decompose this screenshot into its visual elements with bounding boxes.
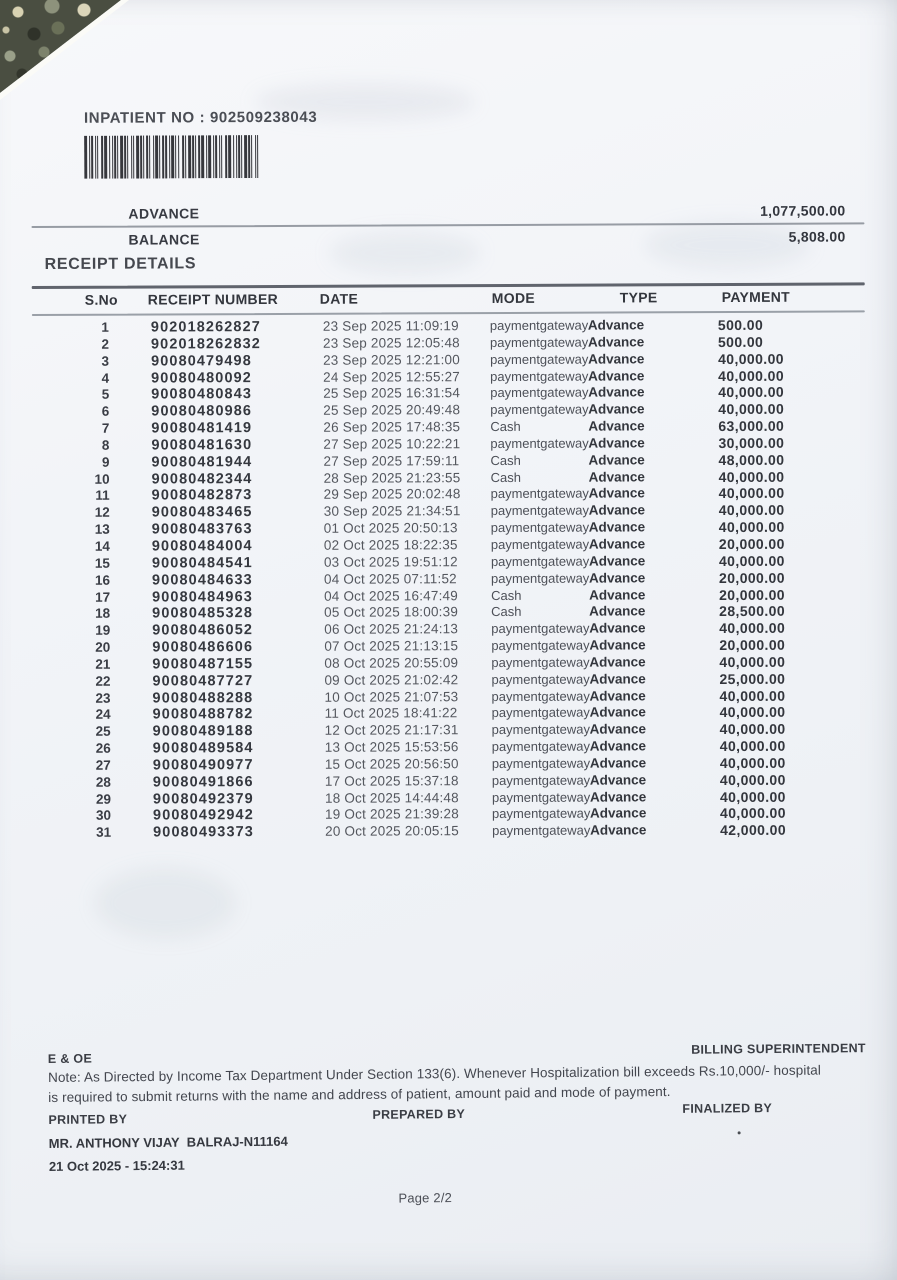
cell-type: Advance: [589, 687, 646, 704]
cell-type: Advance: [588, 384, 645, 400]
cell-date: 23 Sep 2025 11:09:19: [322, 318, 459, 334]
cell-sno: 26: [95, 740, 111, 756]
cell-sno: 22: [95, 673, 111, 689]
cell-type: Advance: [589, 704, 646, 721]
finalized-by-mark: [738, 1131, 741, 1134]
cell-date: 07 Oct 2025 21:13:15: [324, 638, 459, 654]
cell-mode: Cash: [491, 604, 522, 620]
tax-note-line1: Note: As Directed by Income Tax Department Under Section 133(6). Whenever Hospitalization bill exceeds Rs.10,000/- hospital: [47, 1062, 822, 1085]
cell-date: 27 Sep 2025 10:22:21: [323, 436, 461, 452]
cell-type: Advance: [589, 620, 646, 636]
cell-mode: paymentgateway: [490, 368, 589, 384]
cell-payment: 63,000.00: [718, 417, 785, 435]
cell-date: 24 Sep 2025 12:55:27: [323, 368, 461, 385]
cell-type: Advance: [589, 671, 646, 687]
cell-sno: 16: [94, 572, 111, 588]
cell-receipt: 90080479498: [151, 352, 252, 370]
cell-receipt: 90080484004: [151, 538, 253, 555]
cell-receipt: 902018262832: [150, 335, 261, 353]
cell-payment: 40,000.00: [718, 350, 784, 367]
cell-type: Advance: [588, 553, 646, 569]
cell-mode: paymentgateway: [491, 772, 591, 788]
cell-payment: 40,000.00: [718, 485, 785, 502]
cell-mode: paymentgateway: [490, 486, 589, 502]
cell-sno: 2: [101, 336, 110, 352]
cell-payment: 40,000.00: [718, 468, 785, 485]
cell-payment: 40,000.00: [719, 788, 786, 805]
cell-type: Advance: [588, 570, 646, 586]
cell-type: Advance: [589, 738, 647, 754]
cell-receipt: 90080488288: [152, 689, 254, 707]
cell-mode: Cash: [491, 587, 522, 603]
cell-mode: paymentgateway: [490, 435, 589, 451]
finalized-by-label: FINALIZED BY: [682, 1101, 773, 1116]
printed-at-timestamp: 21 Oct 2025 - 15:24:31: [48, 1157, 185, 1174]
balance-value: 5,808.00: [788, 228, 846, 245]
cell-date: 05 Oct 2025 18:00:39: [324, 604, 459, 621]
cell-payment: 40,000.00: [718, 400, 785, 418]
cell-date: 17 Oct 2025 15:37:18: [324, 772, 459, 789]
column-header-sno: S.No: [84, 291, 118, 308]
cell-receipt: 90080489584: [152, 740, 254, 757]
cell-mode: paymentgateway: [491, 755, 591, 771]
cell-receipt: 90080482344: [151, 470, 253, 488]
cell-mode: paymentgateway: [491, 705, 590, 721]
cell-sno: 25: [95, 723, 111, 740]
cell-receipt: 90080490977: [152, 757, 254, 774]
cell-receipt: 90080480092: [151, 369, 252, 387]
cell-sno: 21: [95, 656, 111, 672]
cell-sno: 31: [96, 825, 112, 841]
cell-date: 10 Oct 2025 21:07:53: [324, 688, 459, 705]
cell-date: 23 Sep 2025 12:21:00: [323, 351, 460, 368]
cell-mode: paymentgateway: [490, 384, 589, 401]
cell-sno: 5: [101, 387, 110, 403]
cell-type: Advance: [588, 418, 645, 434]
cell-date: 28 Sep 2025 21:23:55: [323, 469, 461, 486]
cell-payment: 40,000.00: [719, 737, 786, 755]
cell-receipt: 90080489188: [152, 723, 254, 740]
cell-mode: Cash: [490, 452, 521, 468]
column-header-mode: MODE: [491, 289, 536, 307]
cell-date: 15 Oct 2025 20:56:50: [324, 756, 459, 772]
cell-sno: 3: [101, 353, 110, 369]
cell-type: Advance: [589, 637, 646, 653]
cell-payment: 40,000.00: [719, 619, 786, 637]
cell-payment: 30,000.00: [718, 434, 785, 451]
cell-receipt: 90080487727: [152, 672, 254, 690]
cell-mode: paymentgateway: [490, 502, 590, 519]
cell-sno: 6: [101, 403, 110, 419]
cell-receipt: 90080481630: [151, 436, 253, 454]
cell-payment: 500.00: [717, 333, 764, 350]
cell-sno: 8: [101, 437, 110, 453]
cell-receipt: 90080493373: [153, 824, 254, 841]
cell-payment: 40,000.00: [718, 367, 785, 384]
cell-sno: 28: [95, 774, 111, 790]
cell-payment: 20,000.00: [718, 535, 785, 553]
cell-type: Advance: [587, 334, 645, 350]
advance-value: 1,077,500.00: [760, 202, 846, 219]
cell-type: Advance: [589, 805, 647, 822]
cell-date: 20 Oct 2025 20:05:15: [325, 823, 459, 840]
cell-payment: 40,000.00: [719, 805, 786, 822]
cell-type: Advance: [589, 755, 647, 771]
cell-mode: Cash: [490, 418, 521, 435]
cell-receipt: 90080492379: [152, 790, 254, 808]
cell-type: Advance: [589, 603, 646, 619]
cell-sno: 30: [95, 808, 112, 824]
cell-date: 13 Oct 2025 15:53:56: [324, 739, 459, 755]
cell-mode: paymentgateway: [491, 738, 591, 755]
column-header-payment: PAYMENT: [721, 288, 791, 306]
eoe-label: E & OE: [47, 1051, 93, 1066]
cell-mode: paymentgateway: [490, 570, 590, 586]
cell-receipt: 90080482873: [151, 487, 253, 504]
cell-mode: paymentgateway: [491, 806, 591, 822]
cell-mode: paymentgateway: [490, 519, 590, 536]
cell-date: 27 Sep 2025 17:59:11: [323, 452, 460, 469]
cell-type: Advance: [589, 788, 647, 805]
cell-date: 18 Oct 2025 14:44:48: [324, 789, 459, 806]
cell-sno: 13: [94, 521, 110, 537]
cell-payment: 28,500.00: [719, 603, 786, 620]
cell-sno: 1: [101, 319, 109, 335]
billing-superintendent-label: BILLING SUPERINTENDENT: [691, 1041, 866, 1057]
cell-type: Advance: [588, 468, 645, 485]
cell-date: 11 Oct 2025 18:41:22: [324, 705, 458, 722]
cell-date: 12 Oct 2025 21:17:31: [324, 722, 459, 739]
cell-type: Advance: [588, 351, 645, 367]
cell-type: Advance: [588, 435, 645, 451]
cell-type: Advance: [588, 485, 645, 502]
tax-note-line2: is required to submit returns with the name and address of patient, amount paid and mode of payment.: [48, 1083, 671, 1105]
cell-receipt: 90080487155: [152, 655, 254, 673]
cell-type: Advance: [588, 452, 645, 468]
cell-mode: paymentgateway: [491, 671, 590, 687]
cell-type: Advance: [587, 317, 645, 333]
cell-payment: 40,000.00: [718, 518, 785, 536]
cell-sno: 17: [95, 589, 111, 605]
cell-payment: 40,000.00: [719, 704, 786, 721]
cell-payment: 25,000.00: [719, 670, 786, 687]
cell-sno: 29: [95, 791, 111, 807]
cell-sno: 23: [95, 690, 111, 706]
cell-payment: 42,000.00: [720, 822, 787, 839]
cell-sno: 14: [94, 538, 110, 554]
cell-payment: 40,000.00: [719, 771, 786, 788]
cell-type: Advance: [588, 367, 645, 384]
cell-receipt: 90080481944: [151, 453, 253, 471]
cell-receipt: 90080483465: [151, 504, 253, 521]
cell-payment: 40,000.00: [718, 384, 785, 401]
cell-type: Advance: [588, 401, 645, 417]
cell-mode: paymentgateway: [491, 654, 590, 670]
cell-sno: 19: [95, 622, 111, 638]
printed-by-name: MR. ANTHONY VIJAY BALRAJ-N11164: [48, 1133, 288, 1151]
cell-mode: paymentgateway: [491, 789, 591, 805]
cell-mode: Cash: [490, 469, 521, 485]
cell-date: 30 Sep 2025 21:34:51: [323, 503, 461, 520]
cell-mode: paymentgateway: [491, 688, 590, 704]
advance-label: ADVANCE: [128, 205, 200, 222]
cell-date: 04 Oct 2025 16:47:49: [324, 587, 458, 604]
cell-payment: 40,000.00: [719, 721, 786, 738]
inpatient-number: INPATIENT NO : 902509238043: [83, 108, 318, 127]
cell-receipt: 90080491866: [152, 773, 254, 791]
cell-receipt: 90080492942: [153, 807, 254, 824]
cell-type: Advance: [588, 519, 646, 535]
cell-receipt: 90080485328: [152, 605, 254, 622]
cell-payment: 40,000.00: [719, 653, 786, 670]
cell-date: 29 Sep 2025 20:02:48: [323, 486, 461, 503]
cell-type: Advance: [589, 721, 646, 737]
cell-mode: paymentgateway: [489, 334, 589, 350]
cell-type: Advance: [588, 502, 646, 518]
cell-date: 01 Oct 2025 20:50:13: [323, 520, 458, 536]
cell-date: 08 Oct 2025 20:55:09: [324, 655, 459, 671]
cell-date: 25 Sep 2025 16:31:54: [323, 385, 461, 402]
cell-mode: paymentgateway: [491, 637, 590, 654]
cell-sno: 10: [94, 471, 110, 487]
prepared-by-label: PREPARED BY: [372, 1106, 466, 1122]
cell-receipt: 90080484963: [152, 588, 253, 606]
cell-mode: paymentgateway: [491, 620, 590, 637]
cell-mode: paymentgateway: [490, 553, 590, 569]
cell-sno: 12: [94, 504, 110, 521]
cell-payment: 40,000.00: [718, 502, 785, 519]
cell-type: Advance: [590, 822, 647, 838]
cell-payment: 48,000.00: [718, 451, 785, 468]
page-number: Page 2/2: [398, 1190, 453, 1206]
cell-date: 04 Oct 2025 07:11:52: [323, 570, 457, 587]
cell-sno: 15: [94, 555, 110, 571]
cell-type: Advance: [589, 654, 646, 670]
cell-payment: 20,000.00: [719, 636, 786, 654]
cell-receipt: 90080480843: [151, 386, 253, 403]
cell-receipt: 90080480986: [151, 403, 253, 420]
cell-date: 02 Oct 2025 18:22:35: [323, 537, 458, 553]
cell-mode: paymentgateway: [490, 351, 589, 367]
cell-mode: paymentgateway: [490, 401, 589, 418]
cell-sno: 11: [95, 488, 110, 504]
cell-sno: 7: [101, 420, 110, 436]
cell-payment: 40,000.00: [718, 552, 785, 569]
cell-receipt: 90080488782: [152, 706, 254, 723]
section-title: RECEIPT DETAILS: [44, 255, 197, 273]
column-header-date: DATE: [319, 290, 359, 307]
cell-sno: 9: [101, 454, 110, 470]
cell-date: 09 Oct 2025 21:02:42: [324, 671, 459, 688]
cell-type: Advance: [589, 586, 646, 603]
cell-receipt: 90080481419: [151, 420, 253, 437]
cell-date: 25 Sep 2025 20:49:48: [323, 402, 461, 418]
cell-payment: 20,000.00: [719, 586, 786, 603]
cell-date: 03 Oct 2025 19:51:12: [323, 553, 458, 570]
cell-date: 19 Oct 2025 21:39:28: [325, 806, 459, 823]
cell-type: Advance: [589, 772, 647, 788]
column-header-type: TYPE: [619, 289, 658, 306]
cell-sno: 4: [101, 370, 110, 386]
cell-sno: 24: [95, 707, 111, 723]
cell-date: 26 Sep 2025 17:48:35: [323, 419, 461, 435]
cell-receipt: 90080486606: [152, 639, 254, 656]
printed-by-label: PRINTED BY: [48, 1112, 128, 1127]
cell-payment: 40,000.00: [719, 754, 786, 771]
cell-type: Advance: [588, 536, 646, 552]
balance-label: BALANCE: [128, 231, 200, 248]
cell-receipt: 902018262827: [150, 319, 261, 336]
cell-receipt: 90080484541: [151, 554, 253, 572]
cell-receipt: 90080486052: [152, 622, 254, 639]
cell-mode: paymentgateway: [489, 317, 589, 334]
cell-sno: 27: [95, 757, 111, 773]
cell-date: 06 Oct 2025 21:24:13: [324, 621, 459, 637]
column-header-receipt: RECEIPT NUMBER: [147, 290, 279, 308]
cell-receipt: 90080484633: [151, 571, 253, 589]
cell-mode: paymentgateway: [490, 536, 590, 553]
cell-receipt: 90080483763: [151, 521, 253, 538]
cell-payment: 500.00: [717, 316, 764, 334]
cell-sno: 18: [95, 606, 111, 622]
cell-sno: 20: [95, 639, 111, 655]
cell-payment: 40,000.00: [719, 687, 786, 704]
cell-date: 23 Sep 2025 12:05:48: [322, 335, 460, 351]
cell-mode: paymentgateway: [492, 822, 591, 839]
cell-payment: 20,000.00: [718, 569, 785, 586]
cell-mode: paymentgateway: [491, 721, 590, 738]
